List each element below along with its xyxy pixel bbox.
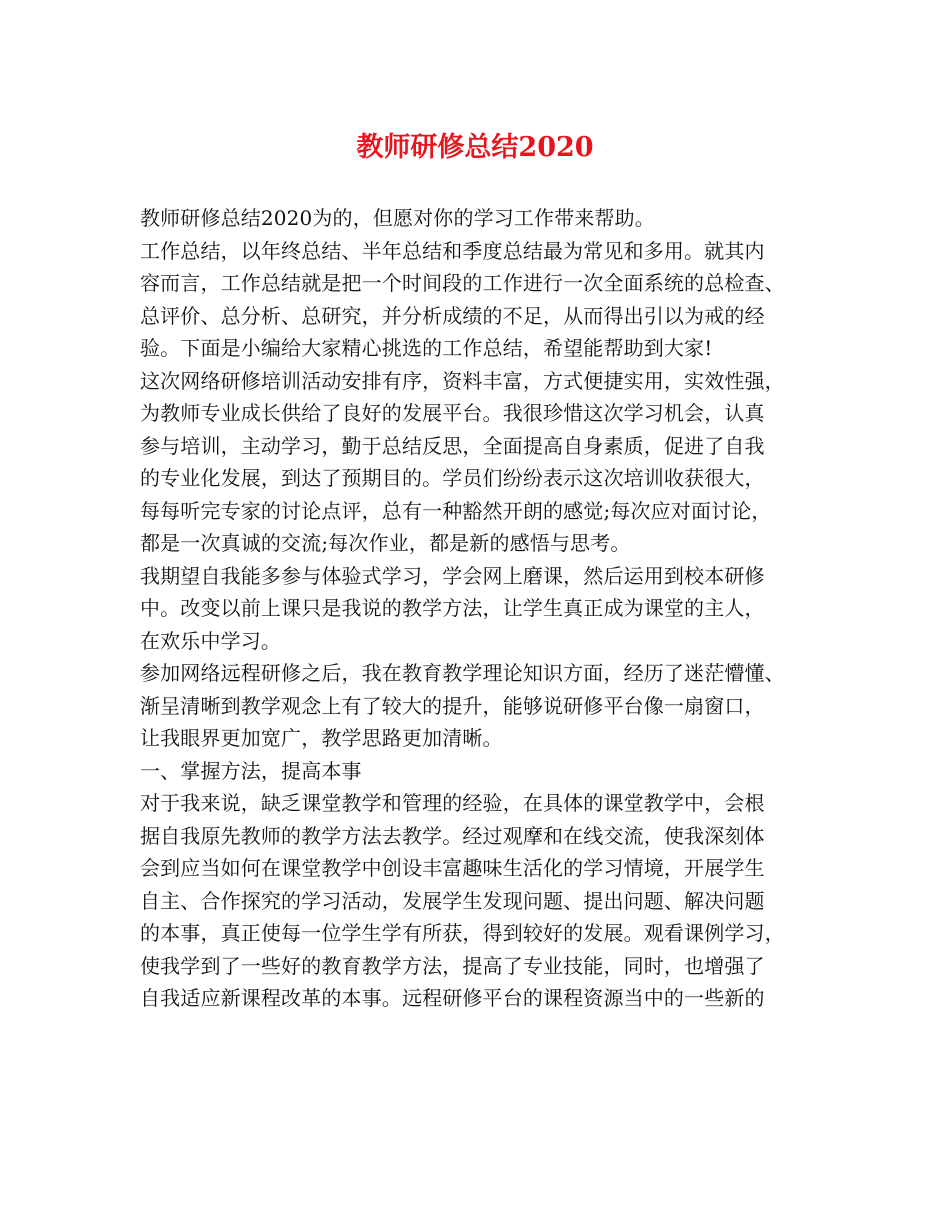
- body-line: 工作总结，以年终总结、半年总结和季度总结最为常见和多用。就其内: [140, 238, 765, 263]
- body-line: 在欢乐中学习。: [140, 628, 282, 653]
- body-line: 都是一次真诚的交流;每次作业，都是新的感悟与思考。: [140, 531, 631, 555]
- body-line: 验。下面是小编给大家精心挑选的工作总结，希望能帮助到大家!: [140, 336, 713, 360]
- body-line: 中。改变以前上课只是我说的教学方法，让学生真正成为课堂的主人，: [140, 596, 765, 620]
- body-line: 的专业化发展，到达了预期目的。学员们纷纷表示这次培训收获很大，: [140, 466, 765, 490]
- body-line: 渐呈清晰到教学观念上有了较大的提升，能够说研修平台像一扇窗口，: [140, 693, 765, 718]
- body-line: 容而言，工作总结就是把一个时间段的工作进行一次全面系统的总检查、: [140, 271, 785, 295]
- body-line: 每每听完专家的讨论点评，总有一种豁然开朗的感觉;每次应对面讨论，: [140, 498, 772, 523]
- body-line: 教师研修总结2020为的，但愿对你的学习工作带来帮助。: [140, 206, 655, 230]
- body-line: 会到应当如何在课堂教学中创设丰富趣味生活化的学习情境，开展学生: [140, 856, 765, 880]
- body-line: 参与培训，主动学习，勤于总结反思，全面提高自身素质，促进了自我: [140, 433, 765, 458]
- body-line: 对于我来说，缺乏课堂教学和管理的经验，在具体的课堂教学中，会根: [140, 791, 765, 815]
- body-line: 我期望自我能多参与体验式学习，学会网上磨课，然后运用到校本研修: [140, 563, 765, 588]
- body-line: 总评价、总分析、总研究，并分析成绩的不足，从而得出引以为戒的经: [140, 303, 765, 328]
- body-line: 据自我原先教师的教学方法去教学。经过观摩和在线交流，使我深刻体: [140, 823, 765, 848]
- body-line: 让我眼界更加宽广，教学思路更加清晰。: [140, 726, 503, 750]
- body-line: 自主、合作探究的学习活动，发展学生发现问题、提出问题、解决问题: [140, 888, 765, 913]
- document-body: [140, 202, 830, 1015]
- section-heading: 一、掌握方法，提高本事: [140, 758, 362, 783]
- body-line: 使我学到了一些好的教育教学方法，提高了专业技能，同时，也增强了: [140, 953, 765, 978]
- body-line: 这次网络研修培训活动安排有序，资料丰富，方式便捷实用，实效性强，: [140, 368, 785, 393]
- body-line: 的本事，真正使每一位学生学有所获，得到较好的发展。观看课例学习，: [140, 921, 785, 945]
- body-line: 参加网络远程研修之后，我在教育教学理论知识方面，经历了迷茫懵懂、: [140, 661, 785, 685]
- body-line: 自我适应新课程改革的本事。远程研修平台的课程资源当中的一些新的: [140, 986, 765, 1010]
- body-line: 为教师专业成长供给了良好的发展平台。我很珍惜这次学习机会，认真: [140, 401, 765, 425]
- document-title: 教师研修总结2020: [356, 132, 594, 163]
